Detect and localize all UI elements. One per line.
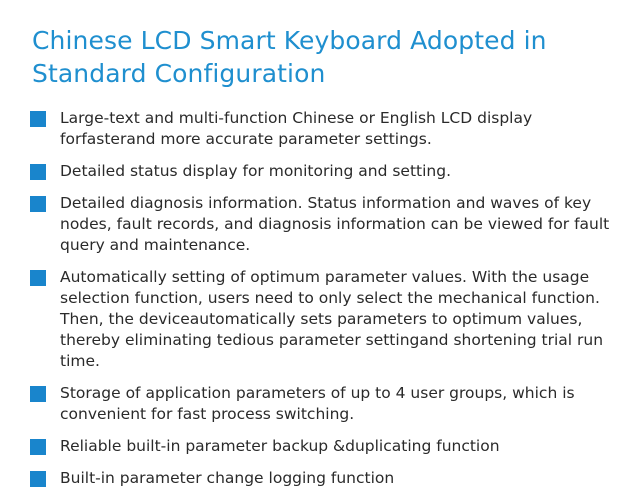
list-item <box>30 468 610 489</box>
square-bullet-icon <box>30 270 46 286</box>
square-bullet-icon <box>30 196 46 212</box>
list-item-text: Built-in parameter change logging function <box>60 469 395 487</box>
list-item <box>30 383 610 425</box>
list-item-text: Detailed diagnosis information. Status information and waves of key nodes, fault records, and diagnosis information can be viewed for fault query and maintenance. <box>60 194 610 254</box>
square-bullet-icon <box>30 439 46 455</box>
list-item-text: Reliable built-in parameter backup &duplicating function <box>60 437 500 455</box>
list-item-text: Storage of application parameters of up to 4 user groups, which is convenient for fast process switching. <box>60 384 575 423</box>
page-title: Chinese LCD Smart Keyboard Adopted in Standard Configuration <box>32 26 547 88</box>
list-item-text: Detailed status display for monitoring and setting. <box>60 162 452 180</box>
list-item <box>30 436 610 457</box>
list-item <box>30 108 610 150</box>
square-bullet-icon <box>30 471 46 487</box>
square-bullet-icon <box>30 111 46 127</box>
list-item <box>30 161 610 182</box>
list-item <box>30 267 610 372</box>
feature-list <box>30 108 610 500</box>
square-bullet-icon <box>30 386 46 402</box>
list-item <box>30 193 610 256</box>
list-item-text: Large-text and multi-function Chinese or English LCD display forfasterand more accurate parameter settings. <box>60 109 533 148</box>
list-item-text: Automatically setting of optimum parameter values. With the usage selection function, users need to only select the mechanical function. Then, the deviceautomatically sets parameters to optimum values, thereby eliminating tedious parameter settingand shortening trial run time. <box>60 268 604 370</box>
square-bullet-icon <box>30 164 46 180</box>
